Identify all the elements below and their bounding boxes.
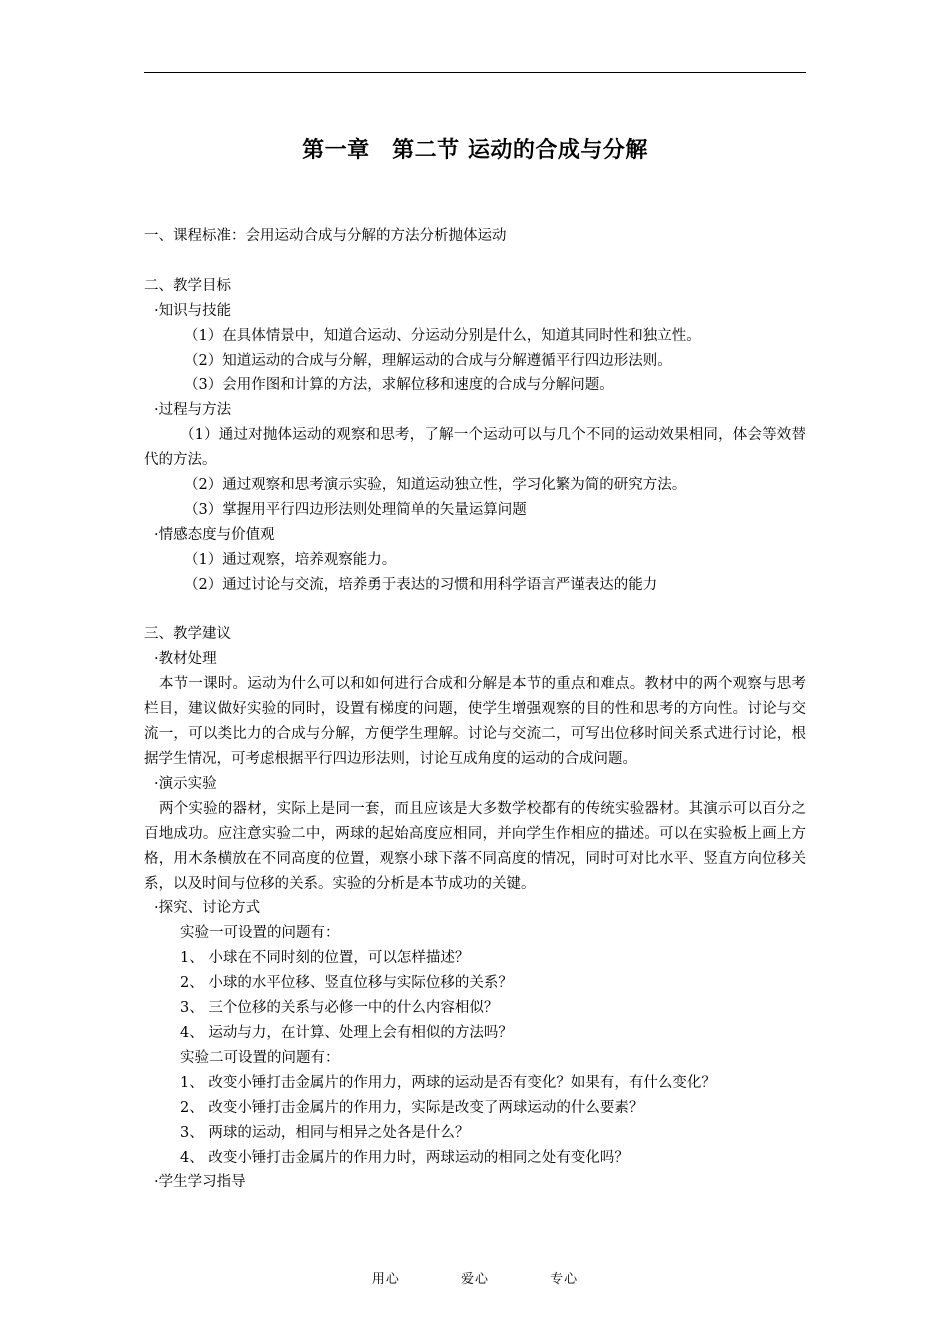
material-paragraph: 本节一课时。运动为什么可以和如何进行合成和分解是本节的重点和难点。教材中的两个观察与思考栏目，建议做好实验的同时，设置有梯度的问题，使学生增强观察的目的性和思考的方向性。讨论与交流一，可以类比力的合成与分解，方便学生理解。讨论与交流二，可写出位移时间关系式进行讨论，根据学生情况，可考虑根据平行四边形法则，讨论互成角度的运动的合成问题。 bbox=[144, 676, 806, 767]
experiment1-intro: 实验一可设置的问题有： bbox=[180, 925, 340, 942]
subheading-knowledge: ·知识与技能 bbox=[154, 302, 232, 319]
process-item: （3）掌握用平行四边形法则处理简单的矢量运算问题 bbox=[184, 501, 527, 518]
footer-text: 爱心 bbox=[460, 1272, 489, 1287]
subheading-demo: ·演示实验 bbox=[154, 775, 217, 792]
subheading-material: ·教材处理 bbox=[154, 651, 217, 668]
demo-paragraph: 两个实验的器材，实际上是同一套，而且应该是大多数学校都有的传统实验器材。其演示可以百分之百地成功。应注意实验二中，两球的起始高度应相同，并向学生作相应的描述。可以在实验板上画上方格，用木条横放在不同高度的位置，观察小球下落不同高度的情况，同时可对比水平、竖直方向位移关系，以及时间与位移的关系。实验的分析是本节成功的关键。 bbox=[144, 800, 806, 892]
process-item: （2）通过观察和思考演示实验，知道运动独立性，学习化繁为简的研究方法。 bbox=[184, 477, 687, 494]
document-body bbox=[144, 224, 806, 1195]
footer-text: 专心 bbox=[550, 1272, 579, 1287]
footer-text: 用心 bbox=[371, 1272, 400, 1287]
attitude-item: （2）通过讨论与交流，培养勇于表达的习惯和用科学语言严谨表达的能力 bbox=[184, 576, 658, 593]
section-heading-objectives: 二、教学目标 bbox=[144, 277, 231, 294]
page-footer bbox=[0, 1268, 950, 1287]
knowledge-item: （3）会用作图和计算的方法，求解位移和速度的合成与分解问题。 bbox=[184, 377, 614, 394]
document-title: 第一章 第二节 运动的合成与分解 bbox=[302, 138, 648, 163]
subheading-guidance: ·学生学习指导 bbox=[154, 1174, 246, 1191]
attitude-item: （1）通过观察，培养观察能力。 bbox=[184, 551, 397, 568]
section-heading-suggestions: 三、教学建议 bbox=[144, 626, 231, 643]
question-item: 4、 运动与力，在计算、处理上会有相似的方法吗？ bbox=[180, 1024, 513, 1041]
question-item: 3、 三个位移的关系与必修一中的什么内容相似？ bbox=[180, 1000, 499, 1017]
question-item: 3、 两球的运动，相同与相异之处各是什么？ bbox=[180, 1124, 470, 1141]
question-item: 1、 改变小锤打击金属片的作用力，两球的运动是否有变化？如果有，有什么变化？ bbox=[180, 1074, 716, 1091]
process-item: （1）通过对抛体运动的观察和思考，了解一个运动可以与几个不同的运动效果相同，体会等效替代的方法。 bbox=[144, 427, 806, 469]
question-item: 2、 改变小锤打击金属片的作用力，实际是改变了两球运动的什么要素？ bbox=[180, 1099, 644, 1116]
experiment2-intro: 实验二可设置的问题有： bbox=[180, 1049, 340, 1066]
question-item: 4、 改变小锤打击金属片的作用力时，两球运动的相同之处有变化吗？ bbox=[180, 1149, 629, 1166]
subheading-attitude: ·情感态度与价值观 bbox=[154, 526, 275, 543]
course-standard: 一、课程标准：会用运动合成与分解的方法分析抛体运动 bbox=[144, 228, 507, 244]
knowledge-item: （1）在具体情景中，知道合运动、分运动分别是什么，知道其同时性和独立性。 bbox=[184, 327, 701, 344]
subheading-process: ·过程与方法 bbox=[154, 402, 232, 419]
header-rule bbox=[144, 72, 806, 73]
question-item: 1、 小球在不同时刻的位置，可以怎样描述？ bbox=[180, 950, 470, 967]
knowledge-item: （2）知道运动的合成与分解，理解运动的合成与分解遵循平行四边形法则。 bbox=[184, 352, 672, 369]
question-item: 2、 小球的水平位移、竖直位移与实际位移的关系？ bbox=[180, 975, 513, 992]
subheading-inquiry: ·探究、讨论方式 bbox=[154, 900, 261, 917]
